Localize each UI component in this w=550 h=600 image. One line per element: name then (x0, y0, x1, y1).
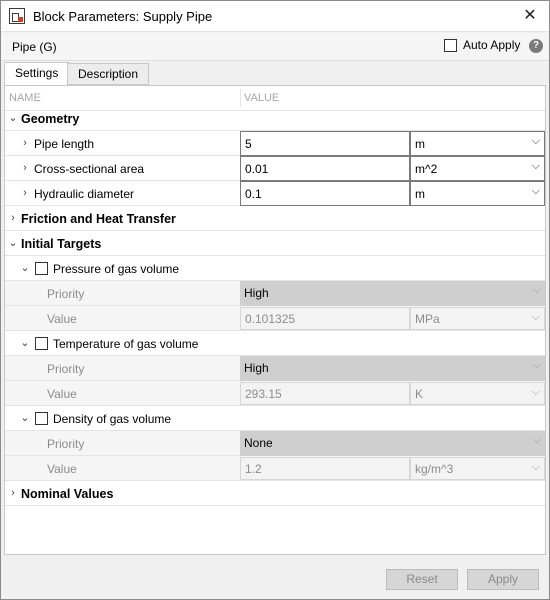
pressure-value-input: 0.101325 (240, 307, 410, 330)
param-row-hydraulic-diameter (5, 181, 545, 206)
pipe-length-unit-select[interactable] (410, 131, 545, 156)
section-nominal-values[interactable] (5, 481, 545, 506)
priority-value: High (244, 361, 269, 375)
chevron-right-icon[interactable]: › (23, 162, 27, 174)
priority-value: None (244, 436, 273, 450)
chevron-down-icon[interactable]: ⌄ (20, 262, 30, 274)
auto-apply-checkbox[interactable] (444, 39, 457, 52)
temperature-priority-select (240, 356, 545, 381)
tab-settings[interactable]: Settings (4, 62, 69, 86)
param-label: Hydraulic diameter (34, 187, 135, 201)
priority-label: Priority (47, 287, 85, 301)
group-label: Temperature of gas volume (53, 337, 199, 351)
section-label: Nominal Values (21, 487, 114, 501)
window-title: Block Parameters: Supply Pipe (33, 9, 213, 24)
cross-sectional-area-input[interactable]: 0.01 (240, 156, 410, 181)
group-label: Pressure of gas volume (53, 262, 180, 276)
cross-sectional-area-unit-select[interactable] (410, 156, 545, 181)
value-column-header: VALUE (244, 92, 280, 104)
density-value-input: 1.2 (240, 457, 410, 480)
auto-apply-label: Auto Apply (463, 38, 521, 52)
block-type-name: Pipe (G) (12, 40, 57, 54)
hydraulic-diameter-unit-select[interactable] (410, 181, 545, 206)
temperature-priority-row (5, 356, 545, 381)
chevron-down-icon: ⌵ (531, 461, 540, 473)
param-label: Pipe length (34, 137, 95, 151)
chevron-down-icon: ⌵ (532, 434, 541, 446)
chevron-down-icon: ⌵ (531, 135, 540, 147)
name-column-header: NAME (9, 92, 41, 104)
value-label: Value (47, 387, 77, 401)
simulink-block-icon (9, 8, 25, 24)
chevron-down-icon: ⌵ (531, 386, 540, 398)
density-value-row (5, 456, 545, 481)
chevron-down-icon: ⌵ (532, 284, 541, 296)
target-group-density (5, 406, 545, 431)
chevron-down-icon[interactable]: ⌄ (20, 412, 30, 424)
unit-value: K (415, 387, 424, 401)
section-label: Initial Targets (21, 237, 102, 251)
section-friction[interactable] (5, 206, 545, 231)
apply-button[interactable]: Apply (467, 569, 539, 590)
pipe-length-input[interactable]: 5 (240, 131, 410, 156)
dialog-footer (1, 557, 549, 599)
chevron-right-icon[interactable]: › (23, 137, 27, 149)
temperature-value-input: 293.15 (240, 382, 410, 405)
temperature-target-checkbox[interactable] (35, 337, 48, 350)
target-group-pressure (5, 256, 545, 281)
section-label: Geometry (21, 112, 80, 126)
title-bar[interactable] (1, 1, 549, 32)
column-divider (240, 89, 241, 107)
density-priority-row (5, 431, 545, 456)
pressure-priority-select (240, 281, 545, 306)
parameters-panel (4, 85, 546, 555)
chevron-down-icon: ⌵ (531, 160, 540, 172)
chevron-down-icon[interactable]: ⌄ (8, 112, 18, 124)
tab-description[interactable]: Description (67, 63, 149, 85)
temperature-value-row (5, 381, 545, 406)
density-priority-select (240, 431, 545, 456)
unit-value: kg/m^3 (415, 462, 454, 476)
unit-value: MPa (415, 312, 440, 326)
reset-button[interactable]: Reset (386, 569, 458, 590)
pressure-priority-row (5, 281, 545, 306)
param-row-pipe-length (5, 131, 545, 156)
density-target-checkbox[interactable] (35, 412, 48, 425)
priority-value: High (244, 286, 269, 300)
pressure-target-checkbox[interactable] (35, 262, 48, 275)
tab-bar (1, 61, 549, 85)
section-label: Friction and Heat Transfer (21, 212, 176, 226)
close-button[interactable]: ✕ (523, 7, 537, 24)
pressure-value-row (5, 306, 545, 331)
unit-value: m^2 (415, 162, 438, 176)
chevron-right-icon[interactable]: › (11, 212, 15, 224)
chevron-down-icon[interactable]: ⌄ (8, 237, 18, 249)
param-label: Cross-sectional area (34, 162, 145, 176)
chevron-down-icon[interactable]: ⌄ (20, 337, 30, 349)
auto-apply-toggle[interactable] (444, 38, 520, 52)
section-initial-targets[interactable] (5, 231, 545, 256)
chevron-down-icon: ⌵ (531, 311, 540, 323)
temperature-unit-select (410, 382, 545, 405)
param-row-cross-sectional-area (5, 156, 545, 181)
help-icon[interactable]: ? (529, 39, 543, 53)
hydraulic-diameter-input[interactable]: 0.1 (240, 181, 410, 206)
chevron-down-icon: ⌵ (531, 185, 540, 197)
chevron-down-icon: ⌵ (532, 359, 541, 371)
chevron-right-icon[interactable]: › (11, 487, 15, 499)
chevron-right-icon[interactable]: › (23, 187, 27, 199)
unit-value: m (415, 187, 425, 201)
priority-label: Priority (47, 437, 85, 451)
priority-label: Priority (47, 362, 85, 376)
value-label: Value (47, 312, 77, 326)
pressure-unit-select (410, 307, 545, 330)
target-group-temperature (5, 331, 545, 356)
value-label: Value (47, 462, 77, 476)
unit-value: m (415, 137, 425, 151)
block-header (1, 33, 549, 61)
group-label: Density of gas volume (53, 412, 172, 426)
density-unit-select (410, 457, 545, 480)
section-geometry[interactable] (5, 106, 545, 131)
